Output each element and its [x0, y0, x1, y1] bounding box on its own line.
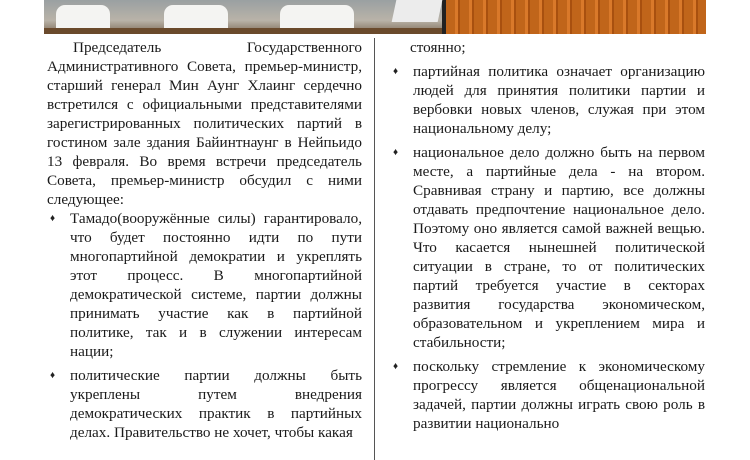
list-item-text: Тамадо(вооружённые силы) гарантировало, что будет постоянно идти по пути многопартийной демократии и укреплять этот процесс. В многопартийной демократической системе, партии должны принимать участие как в партийной политике, так и в служении интересам нации;: [70, 210, 362, 360]
bullet-icon: ♦: [50, 370, 56, 381]
right-column: [390, 38, 705, 438]
list-item-text: поскольку стремление к экономическому прогрессу является общенациональной задачей, партии должны играть свою роль в развитии национально: [413, 358, 705, 432]
bullet-icon: ♦: [50, 213, 56, 224]
left-bullet-list: [47, 209, 362, 442]
list-item: [390, 357, 705, 433]
list-item-text: партийная политика означает организацию людей для принятия политики партии и вербовки новых членов, служая при этом национальному делу;: [413, 63, 705, 137]
meeting-photo: [44, 0, 442, 34]
list-item: [390, 143, 705, 352]
list-item-text: национальное дело должно быть на первом месте, а партийные дела - на втором. Сравнивая страну и партию, все должны отдавать предпочтение национальное дело. Поэтому оно является самой важней вещью. Что касается нынешней политической ситуации в стране, то от политических партий требуется участие в секторах развития государства экономическом, образовательном и укреплением мира и стабильности;: [413, 144, 705, 351]
list-item: [47, 366, 362, 442]
left-column: [47, 38, 362, 447]
bullet-icon: ♦: [393, 147, 399, 158]
list-item: [390, 62, 705, 138]
bullet-icon: ♦: [393, 361, 399, 372]
continued-text: стоянно;: [410, 39, 466, 56]
column-divider: [374, 38, 375, 460]
right-bullet-list: [390, 62, 705, 433]
list-item-text: политические партии должны быть укреплены путем внедрения демократических практик в партийных делах. Правительство не хочет, чтобы какая: [70, 367, 362, 441]
list-item: [47, 209, 362, 361]
header-photo: [44, 0, 706, 34]
intro-paragraph: Председатель Государственного Административного Совета, премьер-министр, старший генерал Мин Аунг Хлаинг сердечно встретился с официальными представителями зарегистрированных политических партий в гостином зале здания Байинтнаунг в Нейпьидо 13 февраля. Во время встречи председатель Совета, премьер-министр обсудил с ними следующее:: [47, 39, 362, 208]
building-photo: [446, 0, 706, 34]
bullet-icon: ♦: [393, 66, 399, 77]
